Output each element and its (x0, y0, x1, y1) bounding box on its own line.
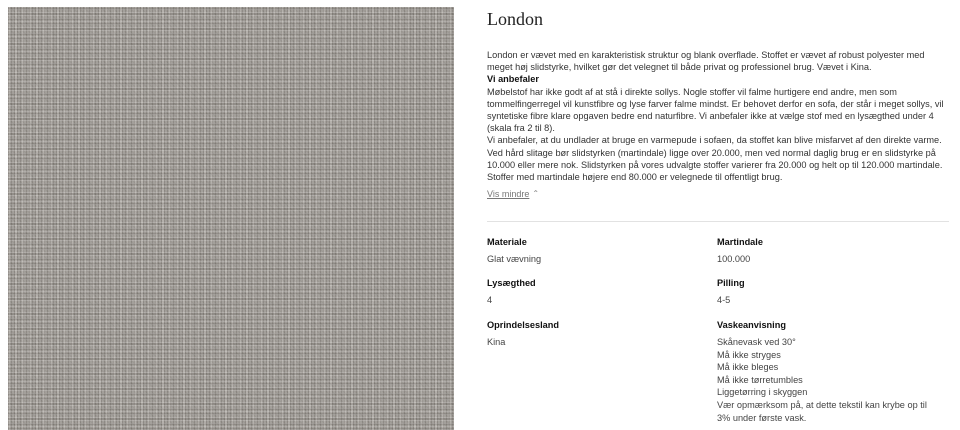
product-info (487, 8, 949, 423)
product-title: London (487, 9, 543, 29)
spec-label: Materiale (487, 237, 527, 247)
spec-label: Lysægthed (487, 278, 536, 288)
care-line: 3% under første vask. (717, 412, 807, 423)
spec-martindale (717, 236, 942, 266)
fabric-swatch-image (8, 7, 454, 430)
care-line: Må ikke bleges (717, 362, 779, 373)
show-less-label: Vis mindre (487, 189, 530, 200)
description-paragraph: Møbelstof har ikke godt af at stå i direkte sollys. Nogle stoffer vil falme hurtigere end andre, men som tommelfingerregel vil kunstfibre og lyse farver falme mindst. Er behovet derfor en sofa, der står i meget sollys, vil syntetiske fibre klare opgaven bedre end naturfibre. Vi anbefaler ikke at vælge stof med en lysægthed under 4 (skala fra 2 til 8). (487, 86, 944, 134)
spec-origin (487, 319, 712, 349)
spec-value: Glat vævning (487, 254, 542, 264)
show-less-toggle[interactable] (487, 189, 539, 199)
care-line: Liggetørring i skyggen (717, 387, 808, 398)
spec-pilling (717, 277, 942, 307)
spec-value: Kina (487, 337, 506, 347)
spec-care (717, 319, 942, 424)
description-paragraph: Ved hård slitage bør slidstyrken (martindale) ligge over 20.000, men ved normal daglig brug er en slidstyrke på 10.000 eller mere nok. Slidstyrken på vores udvalgte stoffer varierer fra 20.000 og helt op til 120.000 martindale. Stoffer med martindale højere end 80.000 er velegnede til offentligt brug. (487, 147, 943, 183)
spec-value: 4-5 (717, 295, 731, 305)
spec-value: 4 (487, 295, 493, 305)
spec-label: Oprindelsesland (487, 320, 559, 330)
recommend-heading: Vi anbefaler (487, 74, 539, 85)
care-line: Skånevask ved 30° (717, 337, 796, 347)
spec-label: Martindale (717, 237, 763, 247)
spec-value: 100.000 (717, 254, 751, 264)
product-description (487, 49, 949, 183)
care-line: Må ikke tørretumbles (717, 374, 803, 385)
description-intro: London er vævet med en karakteristisk struktur og blank overflade. Stoffet er vævet af robust polyester med meget høj slidstyrke, hvilket gør det velegnet til både privat og professionel brug. Vævet i Kina. (487, 50, 925, 73)
description-paragraph: Vi anbefaler, at du undlader at bruge en varmepude i sofaen, da stoffet kan blive misfarvet af den direkte varme. (487, 135, 942, 146)
spec-label: Pilling (717, 278, 745, 288)
care-line: Vær opmærksom på, at dette tekstil kan krybe op til (717, 399, 927, 410)
section-divider (487, 221, 949, 222)
chevron-up-icon: ⌃ (532, 189, 540, 199)
spec-lightfastness (487, 277, 712, 307)
care-instructions (717, 336, 942, 424)
spec-material (487, 236, 712, 266)
care-line: Må ikke stryges (717, 349, 781, 360)
spec-label: Vaskeanvisning (717, 320, 786, 330)
